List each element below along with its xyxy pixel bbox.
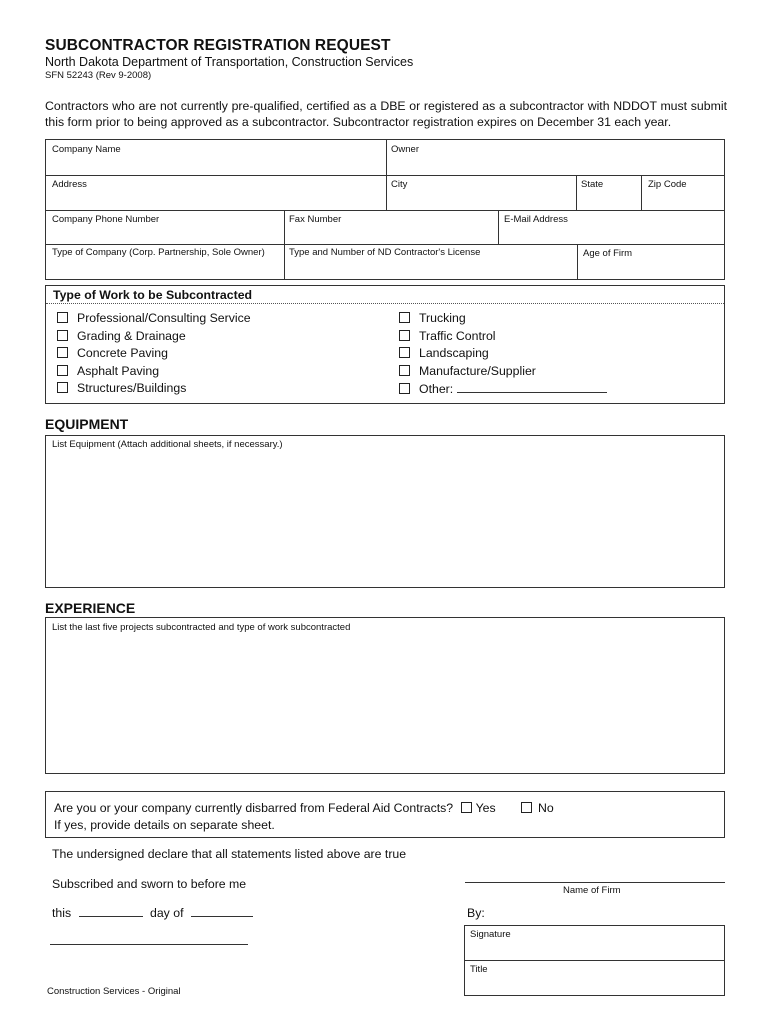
phone-label: Company Phone Number <box>52 214 160 225</box>
work-list-left <box>57 310 251 398</box>
footer-distribution: Construction Services - Original <box>47 986 181 997</box>
work-option[interactable]: Traffic Control <box>399 328 607 346</box>
firm-name-line[interactable] <box>465 882 725 883</box>
experience-heading: EXPERIENCE <box>45 600 136 616</box>
city-label: City <box>391 179 408 190</box>
city-field[interactable] <box>391 179 571 207</box>
work-option[interactable]: Professional/Consulting Service <box>57 310 251 328</box>
month-input-line[interactable] <box>191 906 253 917</box>
company-name-field[interactable] <box>52 144 382 172</box>
form-title: SUBCONTRACTOR REGISTRATION REQUEST <box>45 37 391 54</box>
agency-name: North Dakota Department of Transportation, Construction Services <box>45 55 414 69</box>
work-option[interactable]: Grading & Drainage <box>57 328 251 346</box>
work-type-section <box>45 285 725 404</box>
other-input-line[interactable] <box>457 380 607 393</box>
owner-field[interactable] <box>391 144 721 172</box>
zip-code-label: Zip Code <box>648 179 687 190</box>
notary-signature-line[interactable] <box>50 944 248 945</box>
disbarment-question-row <box>54 801 554 815</box>
checkbox[interactable] <box>399 312 410 323</box>
title-field[interactable] <box>470 964 720 992</box>
work-option[interactable]: Manufacture/Supplier <box>399 363 607 381</box>
age-of-firm-field[interactable] <box>583 248 721 277</box>
work-option[interactable]: Asphalt Paving <box>57 363 251 381</box>
company-type-field[interactable] <box>52 247 282 277</box>
signature-box <box>464 925 725 996</box>
phone-field[interactable] <box>52 214 280 241</box>
checkbox[interactable] <box>57 382 68 393</box>
experience-label: List the last five projects subcontracted and type of work subcontracted <box>52 622 351 633</box>
checkbox[interactable] <box>399 330 410 341</box>
company-info-table <box>45 139 725 280</box>
intro-paragraph: Contractors who are not currently pre-qualified, certified as a DBE or registered as a subcontractor with NDDOT must submit this form prior to being approved as a subcontractor. Subcontractor registration expires on December 31 each year. <box>45 99 727 129</box>
disbarment-note: If yes, provide details on separate sheet. <box>54 818 275 832</box>
state-label: State <box>581 179 604 190</box>
day-input-line[interactable] <box>79 906 143 917</box>
address-field[interactable] <box>52 179 382 207</box>
sworn-statement: Subscribed and sworn to before me <box>52 877 247 891</box>
by-label: By: <box>467 906 485 920</box>
address-label: Address <box>52 179 87 190</box>
signature-label: Signature <box>470 929 511 940</box>
no-label: No <box>538 801 554 815</box>
age-of-firm-label: Age of Firm <box>583 248 633 259</box>
email-field[interactable] <box>504 214 722 241</box>
checkbox[interactable] <box>57 330 68 341</box>
no-checkbox[interactable] <box>521 802 532 813</box>
email-label: E-Mail Address <box>504 214 568 225</box>
work-type-heading: Type of Work to be Subcontracted <box>53 288 253 302</box>
work-list-right <box>399 310 607 398</box>
equipment-box[interactable] <box>45 435 725 588</box>
date-row <box>52 906 253 920</box>
equipment-label: List Equipment (Attach additional sheets, if necessary.) <box>52 439 283 450</box>
license-field[interactable] <box>289 247 573 277</box>
fax-field[interactable] <box>289 214 494 241</box>
checkbox[interactable] <box>399 347 410 358</box>
company-type-label: Type of Company (Corp. Partnership, Sole Owner) <box>52 247 265 258</box>
license-label: Type and Number of ND Contractor's License <box>289 247 481 258</box>
checkbox[interactable] <box>57 365 68 376</box>
signature-field[interactable] <box>470 929 720 957</box>
name-of-firm-label: Name of Firm <box>563 885 621 896</box>
title-label: Title <box>470 964 488 975</box>
experience-box[interactable] <box>45 617 725 774</box>
state-field[interactable] <box>581 179 637 207</box>
checkbox[interactable] <box>57 312 68 323</box>
checkbox[interactable] <box>57 347 68 358</box>
work-option-other[interactable]: Other: <box>399 380 607 398</box>
work-option[interactable]: Landscaping <box>399 345 607 363</box>
disbarment-question: Are you or your company currently disbarred from Federal Aid Contracts? <box>54 801 454 815</box>
work-option[interactable]: Trucking <box>399 310 607 328</box>
declaration-statement: The undersigned declare that all statements listed above are true <box>52 847 407 861</box>
owner-label: Owner <box>391 144 419 155</box>
day-of-label: day of <box>149 906 184 920</box>
work-option[interactable]: Concrete Paving <box>57 345 251 363</box>
yes-checkbox[interactable] <box>461 802 472 813</box>
yes-label: Yes <box>475 801 496 815</box>
company-name-label: Company Name <box>52 144 121 155</box>
fax-label: Fax Number <box>289 214 342 225</box>
zip-code-field[interactable] <box>648 179 722 207</box>
equipment-heading: EQUIPMENT <box>45 416 129 432</box>
form-number: SFN 52243 (Rev 9-2008) <box>45 70 152 81</box>
disbarment-box <box>45 791 725 838</box>
work-option[interactable]: Structures/Buildings <box>57 380 251 398</box>
checkbox[interactable] <box>399 365 410 376</box>
this-label: this <box>52 906 72 920</box>
checkbox[interactable] <box>399 383 410 394</box>
